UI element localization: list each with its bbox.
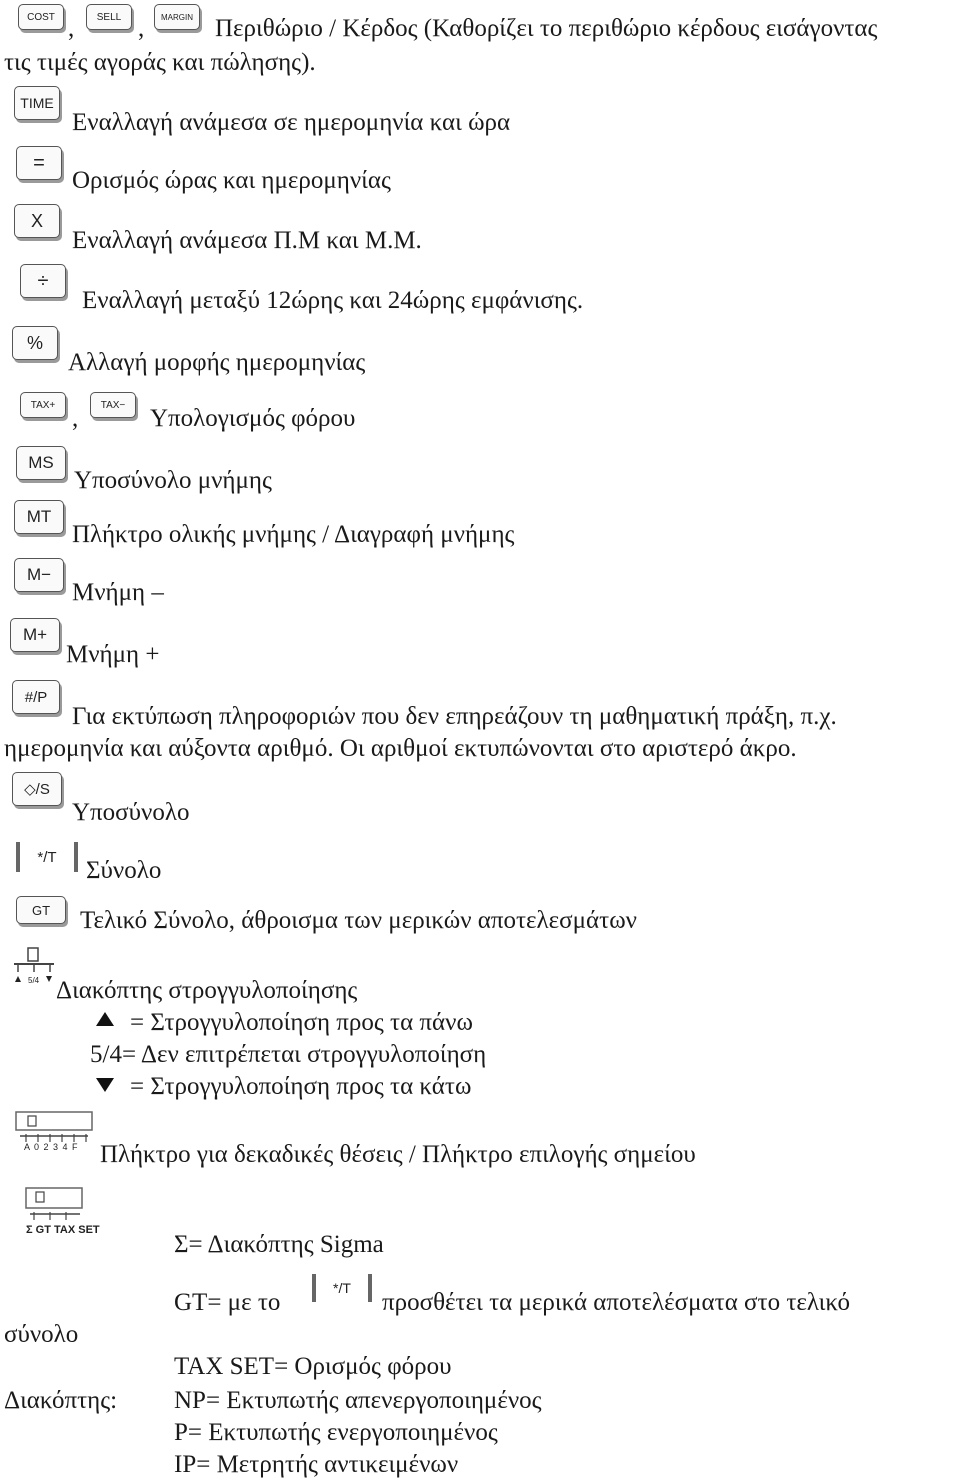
np-description: NP= Εκτυπωτής απενεργοποιημένος	[174, 1387, 542, 1414]
round-down-description: = Στρογγυλοποίηση προς τα κάτω	[130, 1073, 472, 1100]
mode-switch-icon	[22, 1186, 122, 1226]
round-none-description: 5/4= Δεν επιτρέπεται στρογγυλοποίηση	[90, 1041, 487, 1068]
m-minus-description: Μνήμη –	[72, 579, 164, 606]
hash-p-description: Για εκτύπωση πληροφοριών που δεν επηρεάζουν τη μαθηματική πράξη, π.χ.	[72, 703, 837, 730]
separator: ,	[138, 15, 145, 42]
divide-description: Εναλλαγή μεταξύ 12ώρης και 24ώρης εμφάνισης.	[82, 287, 584, 314]
p-description: P= Εκτυπωτής ενεργοποιημένος	[174, 1419, 498, 1446]
decimal-switch-labels: A 0 2 3 4 F	[24, 1142, 79, 1152]
m-plus-key: M+	[10, 618, 60, 652]
m-plus-description: Μνήμη +	[66, 641, 160, 668]
gt-tail: σύνολο	[4, 1321, 79, 1348]
gt-suffix: προσθέτει τα μερικά αποτελέσματα στο τελικό	[382, 1289, 850, 1316]
gt-prefix: GT= με το	[174, 1289, 281, 1316]
percent-description: Αλλαγή μορφής ημερομηνίας	[68, 349, 366, 376]
m-minus-key: M−	[14, 558, 64, 592]
ms-description: Υποσύνολο μνήμης	[74, 467, 272, 494]
tax-plus-key: TAX+	[20, 392, 66, 418]
switch-label: Διακόπτης:	[4, 1387, 118, 1414]
margin-description: Περιθώριο / Κέρδος (Καθορίζει το περιθώριο κέρδους εισάγοντας	[215, 15, 878, 42]
subtotal-description: Υποσύνολο	[72, 799, 190, 826]
multiply-key: X	[14, 204, 60, 238]
time-key: TIME	[14, 86, 60, 120]
time-description: Εναλλαγή ανάμεσα σε ημερομηνία και ώρα	[72, 109, 511, 136]
rounding-switch-label: 5/4	[28, 976, 40, 985]
decimal-description: Πλήκτρο για δεκαδικές θέσεις / Πλήκτρο επιλογής σημείου	[100, 1141, 696, 1168]
rounding-title: Διακόπτης στρογγυλοποίησης	[56, 977, 358, 1004]
ip-description: IP= Μετρητής αντικειμένων	[174, 1451, 459, 1478]
sigma-description: Σ= Διακόπτης Sigma	[174, 1231, 384, 1258]
hash-p-description-cont: ημερομηνία και αύξοντα αριθμό. Οι αριθμοί εκτυπώνονται στο αριστερό άκρο.	[4, 735, 797, 762]
hash-p-key: #/P	[12, 680, 60, 714]
round-up-description: = Στρογγυλοποίηση προς τα πάνω	[130, 1009, 473, 1036]
total-description: Σύνολο	[86, 857, 162, 884]
divide-key: ÷	[20, 264, 66, 298]
tax-minus-key: TAX−	[90, 392, 136, 418]
mode-switch-labels: Σ GT TAX SET	[26, 1224, 100, 1236]
gt-description: Τελικό Σύνολο, άθροισμα των μερικών αποτελεσμάτων	[80, 907, 637, 934]
equals-description: Ορισμός ώρας και ημερομηνίας	[72, 167, 391, 194]
tax-description: Υπολογισμός φόρου	[150, 405, 356, 432]
separator: ,	[72, 405, 79, 432]
margin-key: MARGIN	[154, 4, 200, 30]
sell-key: SELL	[86, 4, 132, 30]
total-key-inline: */T	[312, 1274, 372, 1302]
gt-key: GT	[16, 896, 66, 924]
mt-description: Πλήκτρο ολικής μνήμης / Διαγραφή μνήμης	[72, 521, 515, 548]
down-triangle-icon	[96, 1078, 114, 1092]
up-triangle-icon	[96, 1012, 114, 1026]
equals-key: =	[16, 146, 62, 180]
separator: ,	[68, 15, 75, 42]
taxset-description: TAX SET= Ορισμός φόρου	[174, 1353, 452, 1380]
mt-key: MT	[14, 500, 64, 534]
ms-key: MS	[16, 446, 66, 480]
cost-key: COST	[18, 4, 64, 30]
total-key: */T	[16, 842, 78, 872]
multiply-description: Εναλλαγή ανάμεσα Π.Μ και Μ.Μ.	[72, 227, 422, 254]
margin-description-cont: τις τιμές αγοράς και πώλησης).	[4, 49, 316, 76]
subtotal-key: ◇/S	[12, 772, 62, 806]
percent-key: %	[12, 326, 58, 360]
